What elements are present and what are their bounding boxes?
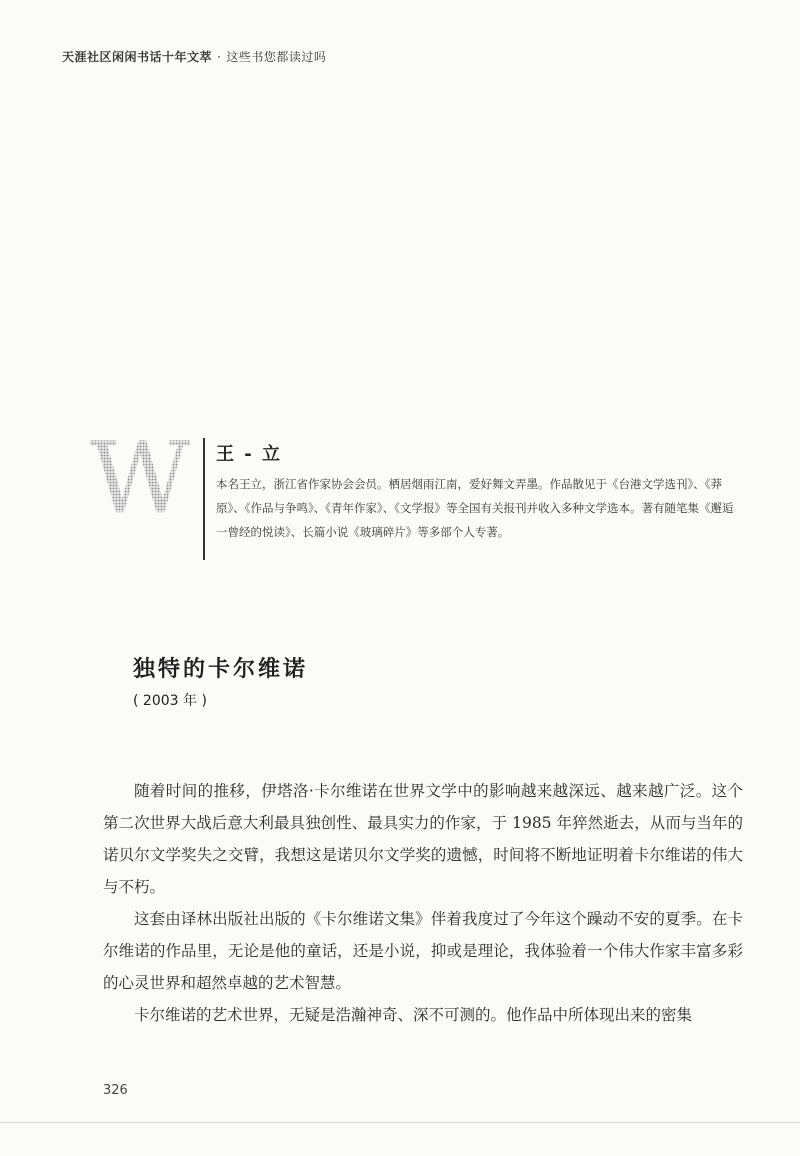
page-bottom-edge: [0, 1122, 800, 1123]
drop-letter-text: W: [89, 430, 191, 520]
book-title: 天涯社区闲闲书话十年文萃: [62, 50, 213, 64]
body-paragraph: 随着时间的推移，伊塔洛·卡尔维诺在世界文学中的影响越来越深远、越来越广泛。这个第二次世界大战后意大利最具独创性、最具实力的作家，于 1985 年猝然逝去，从而与当年的诺贝尔文学奖失之交臂，我想这是诺贝尔文学奖的遗憾，时间将不断地证明着卡尔维诺的伟大与不朽。: [103, 782, 743, 896]
article-body: [103, 775, 743, 1031]
page-number: 326: [103, 1083, 128, 1098]
article-title: 独特的卡尔维诺: [133, 657, 309, 682]
book-subtitle: 这些书您都读过吗: [226, 50, 327, 64]
body-paragraph: 这套由译林出版社出版的《卡尔维诺文集》伴着我度过了今年这个躁动不安的夏季。在卡尔维诺的作品里，无论是他的童话，还是小说，抑或是理论，我体验着一个伟大作家丰富多彩的心灵世界和超然卓越的艺术智慧。: [103, 910, 743, 992]
author-bio: 本名王立，浙江省作家协会会员。栖居烟雨江南，爱好舞文弄墨。作品散见于《台港文学选刊》、《莽原》、《作品与争鸣》、《青年作家》、《文学报》等全国有关报刊并收入多种文学选本。著有随笔集《邂逅一曾经的悦读》、长篇小说《玻璃碎片》等多部个人专著。: [216, 477, 734, 539]
body-paragraph: 卡尔维诺的艺术世界，无疑是浩瀚神奇、深不可测的。他作品中所体现出来的密集: [134, 1006, 693, 1024]
article-year: ( 2003 年 ): [133, 693, 207, 709]
bio-divider: [203, 438, 205, 560]
header-separator: ·: [217, 50, 222, 64]
author-name: 王 - 立: [216, 444, 283, 465]
drop-letter-w: [88, 430, 192, 520]
running-header: [62, 48, 326, 65]
